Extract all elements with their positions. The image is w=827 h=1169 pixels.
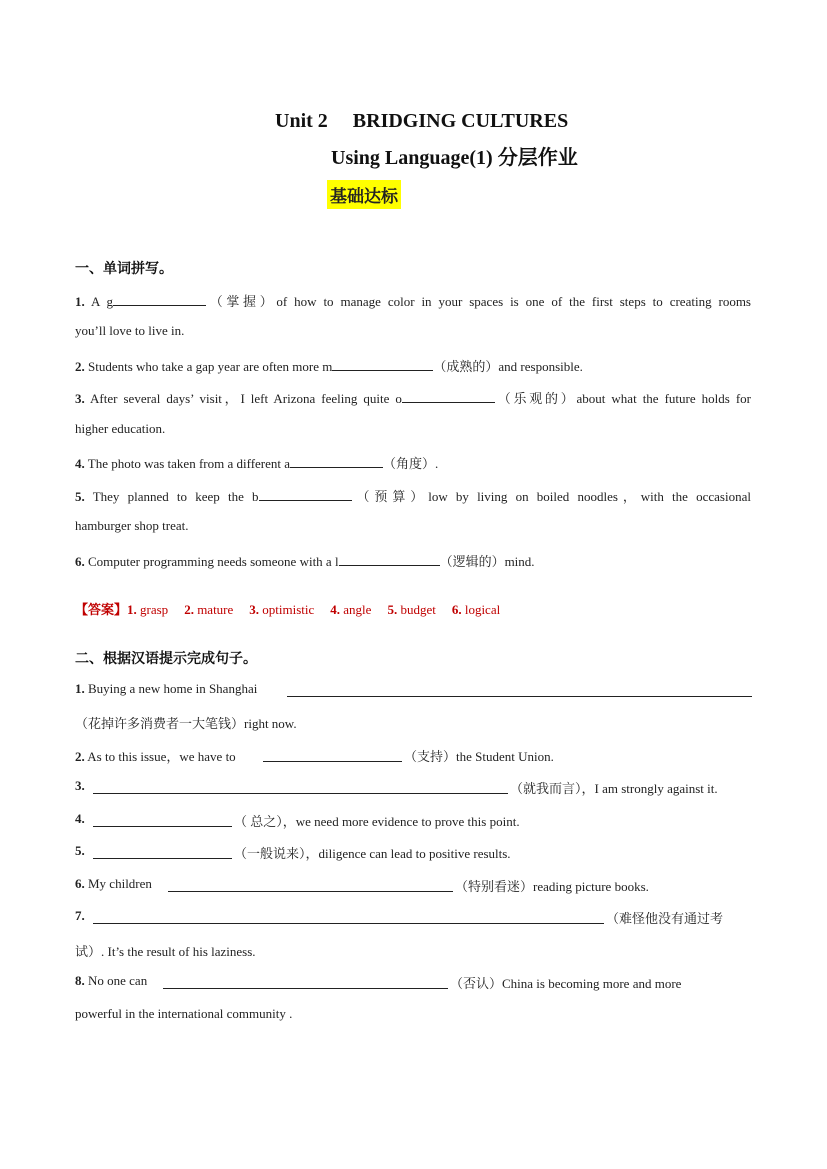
- s2-question-8-cont: powerful in the international community .: [75, 1006, 293, 1021]
- question-hint: （角度）.: [383, 456, 439, 471]
- question-hint: （乐观的）about what the future holds for: [494, 391, 751, 406]
- question-text: After several days’ visit，I left Arizona feeling quite o: [84, 391, 402, 406]
- answer-number: 4.: [330, 602, 341, 617]
- s2-question-7: [75, 908, 85, 924]
- question-number: 6.: [75, 554, 85, 569]
- section2-heading: 二、根据汉语提示完成句子。: [75, 651, 257, 667]
- s1-question-3: [75, 388, 751, 407]
- answer-blank[interactable]: [113, 292, 206, 306]
- s2-question-6-hint: （特别看迷）reading picture books.: [455, 879, 649, 894]
- s1-question-4: [75, 453, 438, 472]
- question-text: Buying a new home in Shanghai: [84, 681, 258, 696]
- question-text: The photo was taken from a different a: [84, 456, 291, 471]
- s2-question-7-hint: （难怪他没有通过考: [606, 911, 724, 926]
- answer-word: mature: [197, 602, 234, 617]
- question-number: 3.: [75, 391, 85, 406]
- question-number: 3.: [75, 778, 85, 793]
- question-number: 5.: [75, 843, 85, 858]
- answer-number: 2.: [184, 602, 194, 617]
- question-number: 1.: [75, 294, 85, 309]
- question-number: 5.: [75, 489, 85, 504]
- s1-question-2: [75, 356, 583, 375]
- answer-blank[interactable]: [402, 389, 495, 403]
- s1-question-1-cont: you’ll love to live in.: [75, 323, 185, 338]
- question-text: A g: [84, 294, 114, 309]
- answer-blank[interactable]: [287, 683, 752, 697]
- question-number: 4.: [75, 456, 85, 471]
- s1-question-1: [75, 291, 751, 310]
- section1-heading: 一、单词拼写。: [75, 261, 173, 277]
- answer-word: budget: [400, 602, 436, 617]
- answer-word: grasp: [140, 602, 169, 617]
- question-number: 1.: [75, 681, 85, 696]
- s2-question-7-cont: 试）. It’s the result of his laziness.: [75, 944, 256, 959]
- s2-question-3-hint: （就我而言），I am strongly against it.: [510, 781, 718, 796]
- question-number: 2.: [75, 359, 85, 374]
- question-number: 2.: [75, 749, 85, 764]
- question-hint: （掌握）of how to manage color in your spaces is one of the first steps to creating rooms: [206, 294, 751, 309]
- answer-label: 【答案】: [75, 603, 128, 618]
- s2-question-8-hint: （否认）China is becoming more and more: [450, 976, 682, 991]
- s2-question-5-hint: （一般说来），diligence can lead to positive results.: [234, 846, 511, 861]
- s2-question-2-hint: （支持）the Student Union.: [404, 749, 554, 764]
- answer-word: angle: [343, 602, 372, 617]
- answer-word: optimistic: [262, 602, 315, 617]
- s1-question-5: [75, 486, 751, 505]
- question-number: 7.: [75, 908, 85, 923]
- question-text: My children: [84, 876, 152, 891]
- answer-blank[interactable]: [93, 910, 604, 924]
- s1-question-5-cont: hamburger shop treat.: [75, 518, 189, 533]
- question-hint: （成熟的）and responsible.: [433, 359, 583, 374]
- answer-blank[interactable]: [93, 813, 232, 827]
- s2-question-6: [75, 876, 152, 892]
- answer-blank[interactable]: [93, 845, 232, 859]
- answer-number: 1.: [127, 602, 137, 617]
- s2-question-1-cont: （花掉许多消费者一大笔钱）right now.: [75, 716, 297, 731]
- answer-key: [75, 599, 500, 618]
- s1-question-6: [75, 551, 535, 570]
- level-badge: 基础达标: [327, 180, 401, 209]
- question-text: As to this issue，we have to: [84, 749, 236, 764]
- answer-blank[interactable]: [163, 975, 448, 989]
- question-hint: （预算）low by living on boiled noodles，with the occasional: [351, 489, 751, 504]
- s2-question-2: [75, 746, 236, 765]
- s2-question-3: [75, 778, 85, 794]
- answer-blank[interactable]: [93, 780, 508, 794]
- s1-question-3-cont: higher education.: [75, 421, 166, 436]
- answer-number: 3.: [249, 602, 260, 617]
- question-number: 6.: [75, 876, 85, 891]
- answer-blank[interactable]: [263, 748, 402, 762]
- s2-question-4-hint: （ 总之），we need more evidence to prove this point.: [234, 814, 520, 829]
- question-text: Students who take a gap year are often more m: [84, 359, 333, 374]
- s2-question-1: [75, 681, 257, 697]
- question-number: 4.: [75, 811, 85, 826]
- question-number: 8.: [75, 973, 85, 988]
- s2-question-8: [75, 973, 147, 989]
- question-text: They planned to keep the b: [84, 489, 259, 504]
- question-text: Computer programming needs someone with a l: [84, 554, 339, 569]
- lesson-subtitle: Using Language(1) 分层作业: [331, 147, 578, 169]
- answer-blank[interactable]: [259, 487, 352, 501]
- question-text: No one can: [84, 973, 148, 988]
- answer-blank[interactable]: [290, 454, 383, 468]
- s2-question-5: [75, 843, 85, 859]
- answer-blank[interactable]: [339, 552, 440, 566]
- answer-number: 5.: [387, 602, 398, 617]
- answer-number: 6.: [451, 602, 462, 617]
- answer-blank[interactable]: [168, 878, 453, 892]
- question-hint: （逻辑的）mind.: [439, 554, 535, 569]
- unit-title: Unit 2 BRIDGING CULTURES: [275, 110, 569, 132]
- answer-word: logical: [464, 602, 501, 617]
- s2-question-4: [75, 811, 85, 827]
- answer-blank[interactable]: [332, 357, 433, 371]
